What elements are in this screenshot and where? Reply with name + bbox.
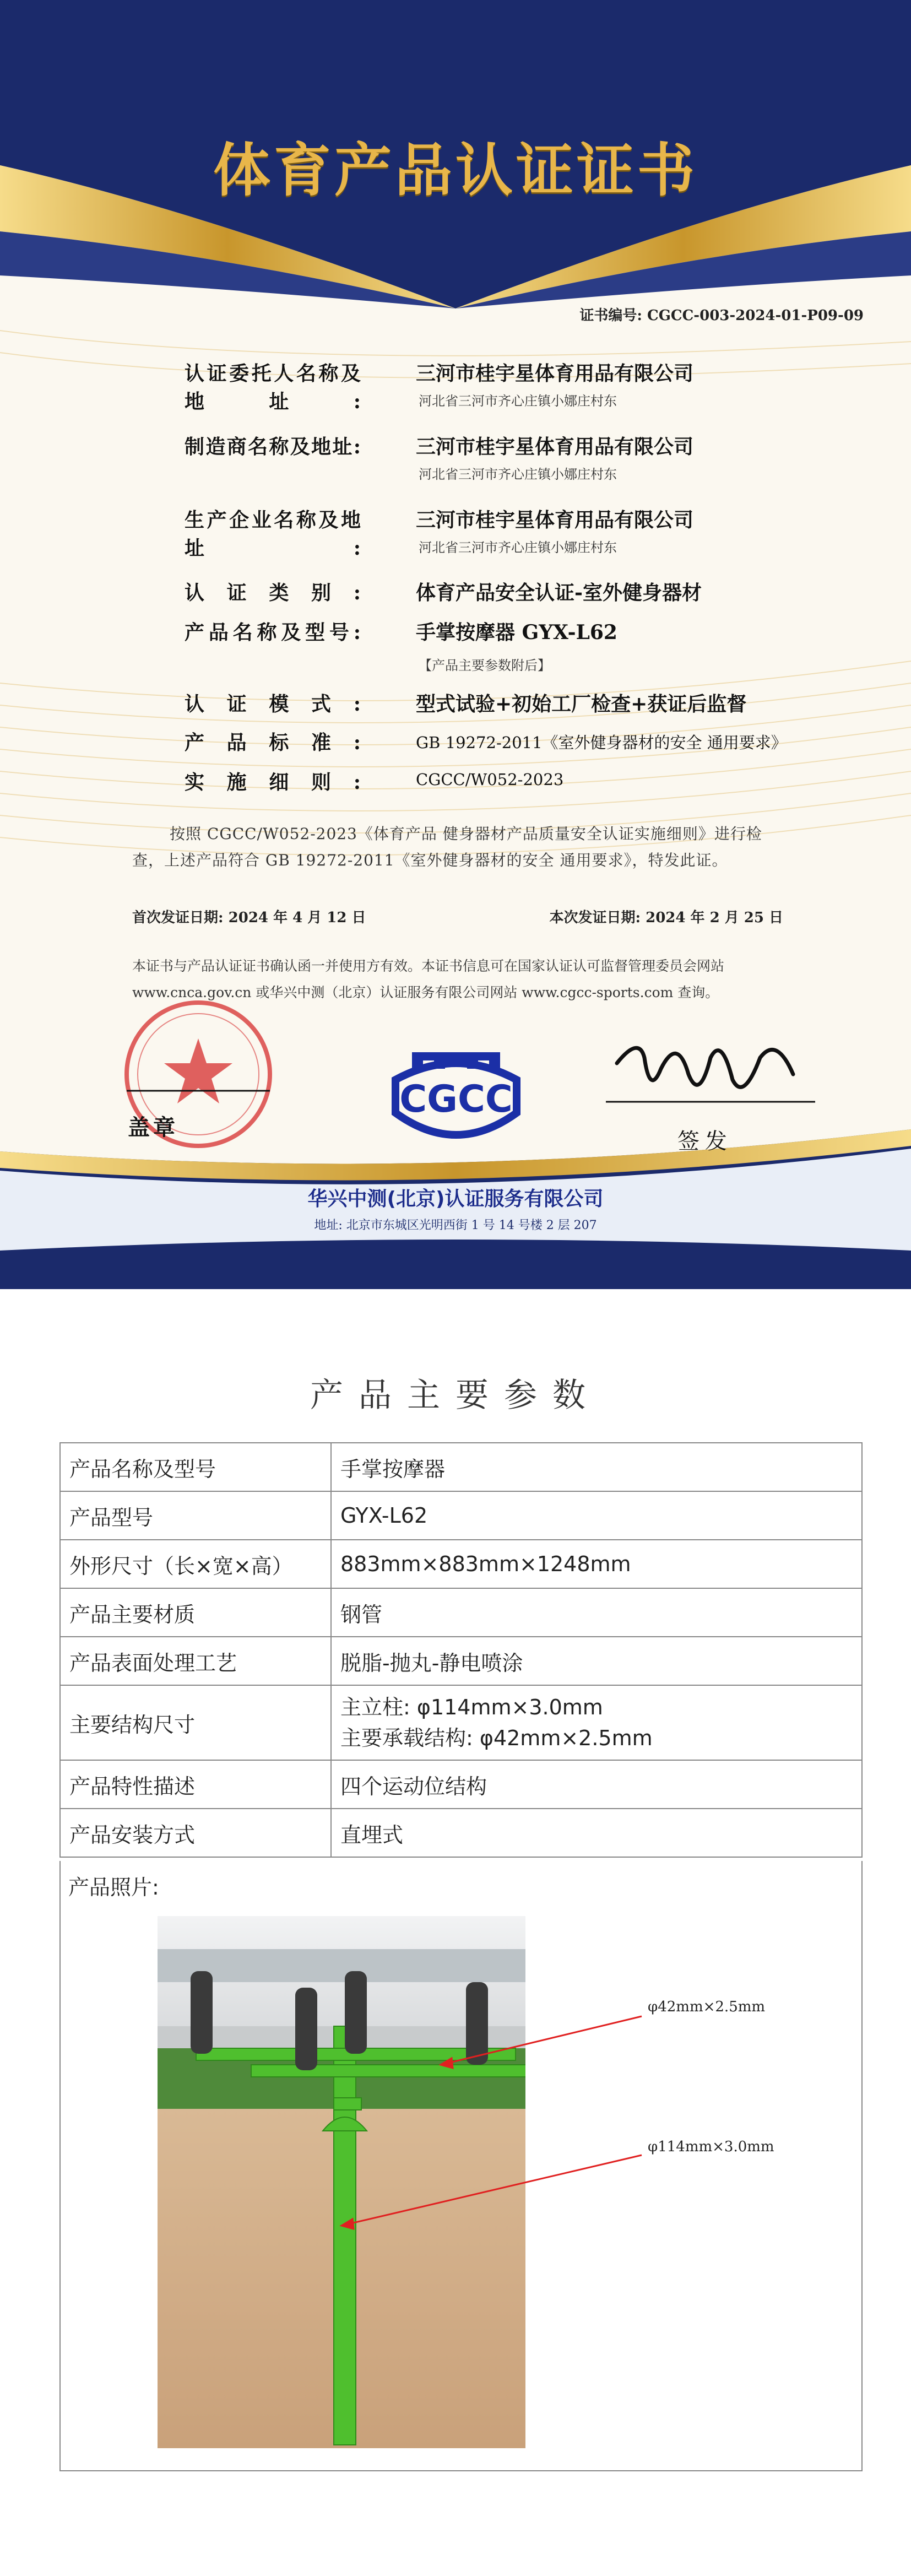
param-value-secondary: 主要承载结构: φ42mm×2.5mm [340, 1726, 653, 1750]
table-row [60, 1491, 862, 1540]
param-value: 主立柱: φ114mm×3.0mm [340, 1695, 603, 1719]
first-issue-date: 首次发证日期: 2024 年 4 月 12 日 [132, 910, 366, 926]
field-label: 认证委托人名称及地址: [185, 362, 361, 413]
annotation-42mm: φ42mm×2.5mm [648, 1999, 766, 2015]
field-value: 三河市桂宇星体育用品有限公司 [416, 362, 694, 385]
seal-caption: 盖章 [128, 1114, 178, 1140]
param-value-cell [331, 1685, 862, 1760]
table-row [60, 1540, 862, 1588]
annotation-114mm: φ114mm×3.0mm [648, 2139, 774, 2155]
issuer-address: 地址: 北京市东城区光明西街 1 号 14 号楼 2 层 207 [314, 1219, 597, 1232]
field-sub: 河北省三河市齐心庄镇小娜庄村东 [419, 393, 617, 409]
param-key: 主要结构尺寸 [60, 1685, 331, 1760]
field-value: 手掌按摩器 GYX-L62 [416, 621, 617, 644]
param-key: 产品表面处理工艺 [60, 1637, 331, 1685]
field-value: CGCC/W052-2023 [416, 770, 564, 789]
field-label: 制造商名称及地址: [185, 435, 361, 458]
field-value: 体育产品安全认证-室外健身器材 [416, 581, 702, 604]
field-label: 认证类别: [185, 581, 361, 604]
field-label: 产品标准: [185, 731, 361, 754]
field-sub: 河北省三河市齐心庄镇小娜庄村东 [419, 467, 617, 482]
field-sub: 【产品主要参数附后】 [419, 658, 551, 673]
param-value: 直埋式 [331, 1809, 862, 1857]
table-row [60, 1685, 862, 1760]
param-value: 脱脂-抛丸-静电喷涂 [331, 1637, 862, 1685]
photo-label: 产品照片: [68, 1875, 159, 1899]
logo-text: CGCC [399, 1078, 513, 1121]
field-label: 实施细则: [185, 771, 361, 794]
table-row [60, 1588, 862, 1637]
param-key: 外形尺寸（长×宽×高） [60, 1540, 331, 1588]
param-value: 钢管 [331, 1588, 862, 1637]
this-issue-date: 本次发证日期: 2024 年 2 月 25 日 [549, 910, 783, 926]
signature-icon [595, 1025, 826, 1118]
certificate-number: 证书编号: CGCC-003-2024-01-P09-09 [579, 307, 864, 324]
param-key: 产品名称及型号 [60, 1443, 331, 1491]
params-title: 产品主要参数 [310, 1376, 601, 1415]
field-value: 型式试验+初始工厂检查+获证后监督 [416, 692, 747, 716]
field-value: GB 19272-2011《室外健身器材的安全 通用要求》 [416, 733, 787, 752]
cgcc-logo-icon [373, 1030, 539, 1157]
param-key: 产品主要材质 [60, 1588, 331, 1637]
certificate-notice: 本证书与产品认证证书确认函一并使用方有效。本证书信息可在国家认证认可监督管理委员会网站 www.cnca.gov.cn 或华兴中测（北京）认证服务有限公司网站 www.cgcc-sports.com 查询。 [132, 958, 725, 1000]
param-value: 883mm×883mm×1248mm [331, 1540, 862, 1588]
params-table [59, 1442, 863, 1858]
param-value: GYX-L62 [331, 1491, 862, 1540]
certificate-statement: 按照 CGCC/W052-2023《体育产品 健身器材产品质量安全认证实施细则》进行检查，上述产品符合 GB 19272-2011《室外健身器材的安全 通用要求》，特发此证。 [132, 825, 762, 869]
field-label: 生产企业名称及地址: [185, 508, 361, 560]
table-row [60, 1760, 862, 1809]
field-label: 产品名称及型号: [185, 621, 361, 644]
certificate-title: 体育产品认证证书 [213, 137, 698, 204]
sign-caption: 签发 [677, 1129, 733, 1154]
param-value: 手掌按摩器 [331, 1443, 862, 1491]
param-key: 产品型号 [60, 1491, 331, 1540]
param-value: 四个运动位结构 [331, 1760, 862, 1809]
field-value: 三河市桂宇星体育用品有限公司 [416, 435, 694, 458]
field-label: 认证模式: [185, 692, 361, 716]
issuer-company: 华兴中测(北京)认证服务有限公司 [307, 1188, 604, 1210]
param-key: 产品特性描述 [60, 1760, 331, 1809]
param-key: 产品安装方式 [60, 1809, 331, 1857]
field-value: 三河市桂宇星体育用品有限公司 [416, 508, 694, 532]
table-row [60, 1443, 862, 1491]
table-row [60, 1809, 862, 1857]
field-sub: 河北省三河市齐心庄镇小娜庄村东 [419, 540, 617, 555]
product-photo [158, 1916, 525, 2448]
table-row [60, 1637, 862, 1685]
